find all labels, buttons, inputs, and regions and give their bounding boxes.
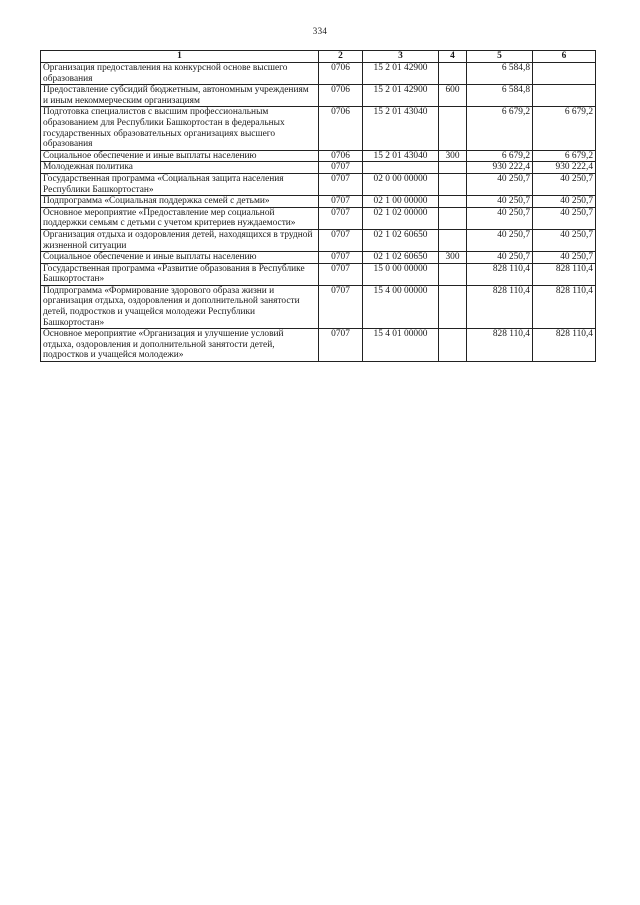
amount-cell: 40 250,7: [533, 229, 596, 251]
row-name-cell: Организация отдыха и оздоровления детей, находящихся в трудной жизненной ситуации: [41, 229, 319, 251]
target-code-cell: 15 0 00 00000: [363, 263, 439, 285]
amount-cell: 828 110,4: [467, 263, 533, 285]
expense-kind-cell: [439, 285, 467, 328]
amount-cell: 40 250,7: [467, 207, 533, 229]
target-code-cell: 02 1 02 60650: [363, 252, 439, 264]
amount-cell: 40 250,7: [467, 252, 533, 264]
column-header: 6: [533, 51, 596, 63]
section-code-cell: 0707: [319, 263, 363, 285]
target-code-cell: 15 2 01 42900: [363, 63, 439, 85]
table-row: [41, 150, 596, 162]
section-code-cell: 0707: [319, 252, 363, 264]
expense-kind-cell: [439, 263, 467, 285]
section-code-cell: 0707: [319, 162, 363, 174]
amount-cell: 40 250,7: [467, 196, 533, 208]
amount-cell: 828 110,4: [467, 329, 533, 362]
row-name-cell: Социальное обеспечение и иные выплаты населению: [41, 252, 319, 264]
row-name-cell: Предоставление субсидий бюджетным, автономным учреждениям и иным некоммерческим организациям: [41, 85, 319, 107]
amount-cell: [533, 85, 596, 107]
row-name-cell: Государственная программа «Развитие образования в Республике Башкортостан»: [41, 263, 319, 285]
row-name-cell: Подготовка специалистов с высшим профессиональным образованием для Республики Башкортостан в федеральных государственных образовательных организациях высшего образования: [41, 107, 319, 150]
expense-kind-cell: [439, 207, 467, 229]
row-name-cell: Подпрограмма «Формирование здорового образа жизни и организация отдыха, оздоровления и дополнительной занятости детей, подростков и учащейся молодежи Республики Башкортостан»: [41, 285, 319, 328]
section-code-cell: 0706: [319, 107, 363, 150]
target-code-cell: 02 0 00 00000: [363, 173, 439, 195]
amount-cell: 40 250,7: [467, 173, 533, 195]
table-header-row: [41, 51, 596, 63]
row-name-cell: Социальное обеспечение и иные выплаты населению: [41, 150, 319, 162]
page-number: 334: [312, 26, 328, 36]
target-code-cell: 15 2 01 43040: [363, 150, 439, 162]
table-row: [41, 107, 596, 150]
expense-kind-cell: 300: [439, 150, 467, 162]
table-row: [41, 207, 596, 229]
target-code-cell: 15 4 00 00000: [363, 285, 439, 328]
section-code-cell: 0707: [319, 173, 363, 195]
section-code-cell: 0707: [319, 229, 363, 251]
target-code-cell: 15 4 01 00000: [363, 329, 439, 362]
budget-table: [40, 50, 596, 362]
expense-kind-cell: [439, 107, 467, 150]
expense-kind-cell: [439, 173, 467, 195]
target-code-cell: 02 1 00 00000: [363, 196, 439, 208]
expense-kind-cell: 300: [439, 252, 467, 264]
table-row: [41, 85, 596, 107]
table-row: [41, 229, 596, 251]
amount-cell: 828 110,4: [533, 263, 596, 285]
amount-cell: 828 110,4: [467, 285, 533, 328]
row-name-cell: Основное мероприятие «Организация и улучшение условий отдыха, оздоровления и дополнительной занятости детей, подростков и учащейся молодежи»: [41, 329, 319, 362]
amount-cell: 828 110,4: [533, 285, 596, 328]
expense-kind-cell: [439, 329, 467, 362]
table-row: [41, 162, 596, 174]
section-code-cell: 0707: [319, 207, 363, 229]
amount-cell: 6 584,8: [467, 63, 533, 85]
row-name-cell: Государственная программа «Социальная защита населения Республики Башкортостан»: [41, 173, 319, 195]
table-row: [41, 263, 596, 285]
expense-kind-cell: [439, 63, 467, 85]
column-header: 1: [41, 51, 319, 63]
table-row: [41, 173, 596, 195]
expense-kind-cell: [439, 162, 467, 174]
target-code-cell: 02 1 02 00000: [363, 207, 439, 229]
column-header: 5: [467, 51, 533, 63]
amount-cell: 40 250,7: [533, 252, 596, 264]
column-header: 4: [439, 51, 467, 63]
section-code-cell: 0706: [319, 63, 363, 85]
expense-kind-cell: [439, 196, 467, 208]
amount-cell: [533, 63, 596, 85]
amount-cell: 40 250,7: [533, 207, 596, 229]
section-code-cell: 0706: [319, 150, 363, 162]
amount-cell: 6 679,2: [533, 150, 596, 162]
row-name-cell: Молодежная политика: [41, 162, 319, 174]
column-header: 3: [363, 51, 439, 63]
target-code-cell: [363, 162, 439, 174]
target-code-cell: 02 1 02 60650: [363, 229, 439, 251]
target-code-cell: 15 2 01 42900: [363, 85, 439, 107]
table-row: [41, 252, 596, 264]
amount-cell: 930 222,4: [467, 162, 533, 174]
column-header: 2: [319, 51, 363, 63]
section-code-cell: 0707: [319, 285, 363, 328]
amount-cell: 930 222,4: [533, 162, 596, 174]
table-row: [41, 63, 596, 85]
amount-cell: 40 250,7: [533, 173, 596, 195]
table-row: [41, 329, 596, 362]
table-body: [41, 63, 596, 362]
table-row: [41, 196, 596, 208]
amount-cell: 6 679,2: [467, 107, 533, 150]
amount-cell: 40 250,7: [467, 229, 533, 251]
section-code-cell: 0707: [319, 196, 363, 208]
row-name-cell: Организация предоставления на конкурсной основе высшего образования: [41, 63, 319, 85]
table-row: [41, 285, 596, 328]
section-code-cell: 0706: [319, 85, 363, 107]
section-code-cell: 0707: [319, 329, 363, 362]
amount-cell: 828 110,4: [533, 329, 596, 362]
expense-kind-cell: 600: [439, 85, 467, 107]
amount-cell: 6 679,2: [467, 150, 533, 162]
amount-cell: 6 679,2: [533, 107, 596, 150]
row-name-cell: Подпрограмма «Социальная поддержка семей с детьми»: [41, 196, 319, 208]
expense-kind-cell: [439, 229, 467, 251]
target-code-cell: 15 2 01 43040: [363, 107, 439, 150]
row-name-cell: Основное мероприятие «Предоставление мер социальной поддержки семьям с детьми с учетом критериев нуждаемости»: [41, 207, 319, 229]
amount-cell: 40 250,7: [533, 196, 596, 208]
amount-cell: 6 584,8: [467, 85, 533, 107]
